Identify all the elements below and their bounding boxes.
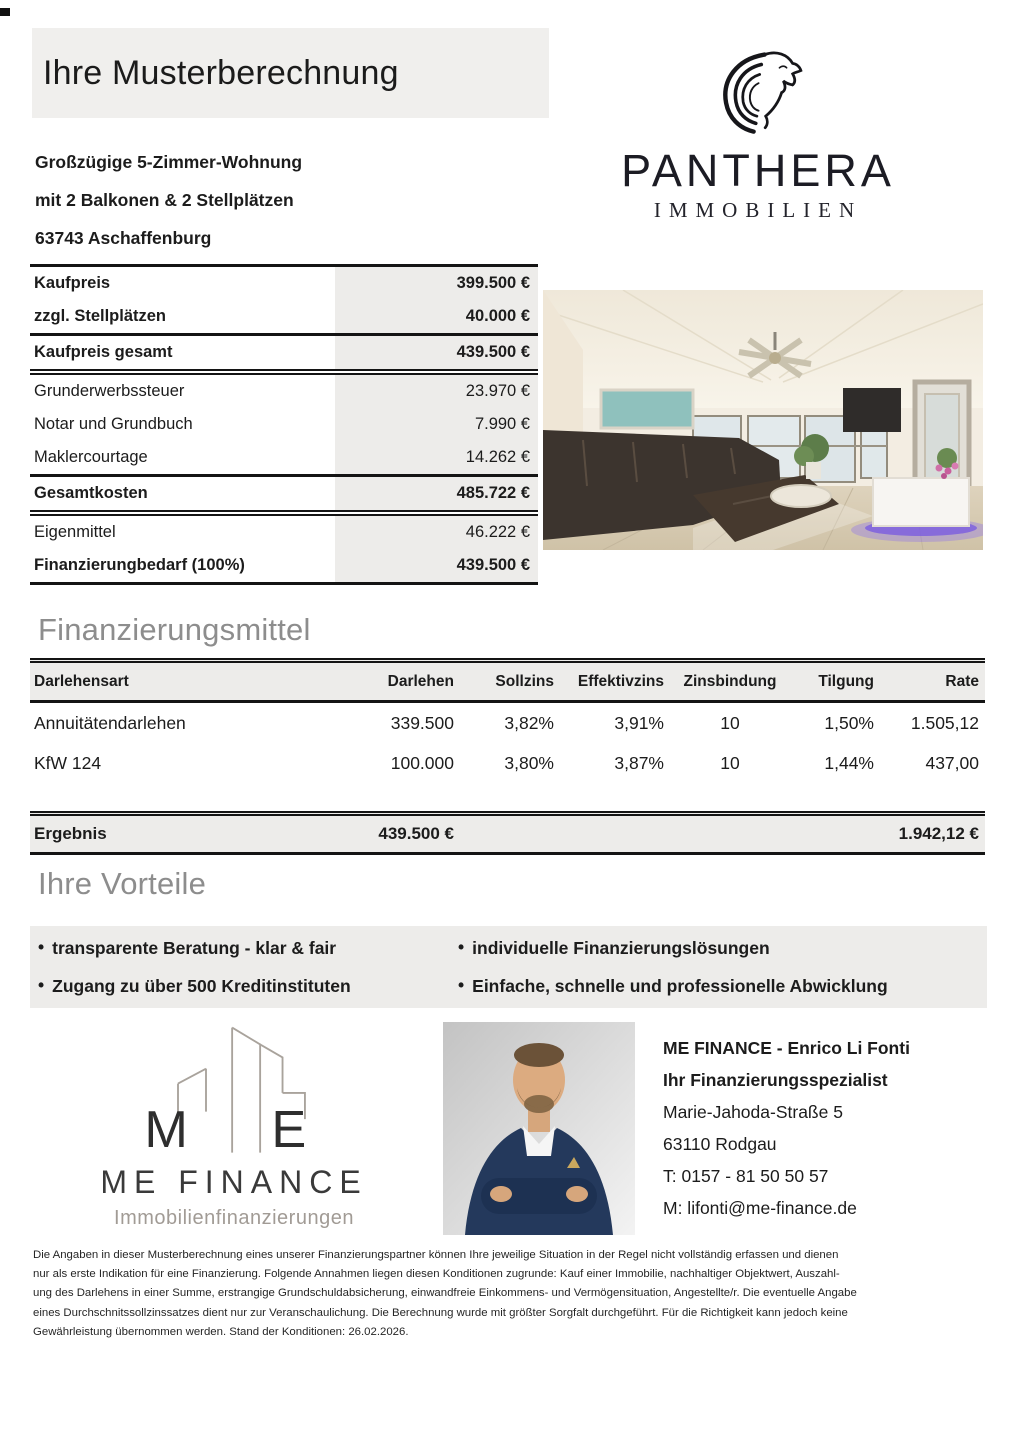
row-value: 439.500 €: [335, 549, 538, 582]
skyline-monogram-icon: [109, 1022, 359, 1162]
cell: 339.500: [390, 712, 454, 733]
disclaimer-line: Die Angaben in dieser Musterberechnung eines unserer Finanzierungspartner können Ihre jeweilige Situation in der Regel nicht vollständig erfassen und dienen: [33, 1249, 839, 1261]
row-value: 439.500 €: [335, 336, 538, 369]
benefits-section-heading: Ihre Vorteile: [38, 866, 207, 901]
financing-section-heading: Finanzierungsmittel: [38, 612, 311, 647]
contact-name: ME FINANCE - Enrico Li Fonti: [663, 1038, 910, 1058]
financing-result-row: [30, 811, 985, 855]
row-label: Maklercourtage: [34, 448, 148, 466]
me-finance-logo: [78, 1022, 390, 1230]
contact-street: Marie-Jahoda-Straße 5: [663, 1102, 843, 1122]
row-label: Kaufpreis: [34, 274, 111, 292]
cell: 1,50%: [824, 712, 874, 733]
table-row: [30, 336, 538, 375]
benefits-list: [30, 926, 987, 1008]
cell: Annuitätendarlehen: [34, 712, 186, 733]
table-row: [30, 300, 538, 336]
panthera-brand: [608, 36, 908, 223]
disclaimer-line: nur als erste Indikation für eine Finanzierung. Folgende Annahmen liegen diesen Konditionen zugrunde: Kauf einer Immobilie, nachhaltiger Objektwert, Auszahl-: [33, 1268, 840, 1281]
contact-phone: T: 0157 - 81 50 50 57: [663, 1166, 829, 1186]
bullet-icon: •: [458, 936, 465, 957]
row-value: 399.500 €: [335, 267, 538, 300]
living-room-photo: [543, 290, 983, 550]
benefit-item: [38, 976, 458, 997]
row-value: 40.000 €: [335, 300, 538, 333]
contact-email: M: lifonti@me-finance.de: [663, 1198, 857, 1218]
property-description: [35, 143, 455, 257]
table-row: [30, 743, 985, 783]
disclaimer-line: Gewährleistung übernommen werden. Stand der Konditionen: 26.02.2026.: [33, 1325, 409, 1338]
cell: 3,80%: [504, 752, 554, 773]
row-value: 485.722 €: [335, 477, 538, 510]
bullet-icon: •: [458, 974, 465, 995]
property-line-3: 63743 Aschaffenburg: [35, 228, 212, 248]
table-row: [30, 375, 538, 408]
cell: 100.000: [390, 752, 454, 773]
col-header: Zinsbindung: [683, 672, 777, 690]
benefit-item: [458, 976, 987, 997]
disclaimer-line: ung des Darlehens in einer Summe, erstrangige Grundschuldabsicherung, einwandfreie Einkommens- und Vermögensituation, Angestellte/r. Die eventuelle Angabe: [33, 1287, 857, 1300]
cell: 10: [720, 712, 740, 733]
result-label: Ergebnis: [34, 824, 107, 843]
col-header: Rate: [945, 672, 979, 690]
contact-block: [663, 1032, 993, 1224]
cell: 1.505,12: [910, 712, 979, 733]
result-rate: 1.942,12 €: [898, 824, 979, 843]
disclaimer-text: [33, 1246, 903, 1342]
table-row: [30, 549, 538, 585]
cell: 3,91%: [614, 712, 664, 733]
row-label: zzgl. Stellplätzen: [34, 307, 167, 325]
col-header: Tilgung: [818, 672, 874, 690]
benefit-text: individuelle Finanzierungslösungen: [472, 937, 770, 958]
benefit-item: [458, 938, 987, 959]
brand-subtitle: IMMOBILIEN: [653, 198, 863, 222]
property-line-2: mit 2 Balkonen & 2 Stellplätzen: [35, 190, 294, 210]
row-value: 46.222 €: [335, 516, 538, 549]
contact-role: Ihr Finanzierungsspezialist: [663, 1070, 888, 1090]
col-header: Darlehen: [387, 672, 454, 690]
wall-picture: [601, 390, 693, 428]
bullet-icon: •: [38, 936, 45, 957]
partner-subtitle: Immobilienfinanzierungen: [114, 1207, 354, 1229]
result-sum: 439.500 €: [378, 824, 454, 843]
row-label: Eigenmittel: [34, 523, 116, 541]
cost-table: [30, 264, 538, 585]
property-line-1: Großzügige 5-Zimmer-Wohnung: [35, 152, 303, 172]
partner-name: ME FINANCE: [100, 1164, 368, 1200]
benefit-text: Zugang zu über 500 Kreditinstituten: [52, 975, 351, 996]
financing-table-header: [30, 658, 985, 703]
col-header: Darlehensart: [34, 672, 129, 690]
table-row: [30, 408, 538, 441]
row-label: Kaufpreis gesamt: [34, 343, 173, 361]
brand-name: PANTHERA: [621, 145, 895, 196]
row-value: 14.262 €: [335, 441, 538, 474]
table-spacer: [30, 783, 985, 811]
page-corner-mark: [0, 8, 10, 16]
monogram-m: M: [144, 1101, 188, 1160]
col-header: Effektivzins: [577, 672, 664, 690]
title-banner: [32, 28, 549, 118]
cell: 1,44%: [824, 752, 874, 773]
row-value: 23.970 €: [335, 375, 538, 408]
page-title: Ihre Musterberechnung: [43, 53, 399, 92]
cell: 10: [720, 752, 740, 773]
disclaimer-line: eines Durchschnitssollzinssatzes dient nur zur Veranschaulichung. Die Berechnung wurde mit größter Sorgfalt durchgeführt. Für die Richtigkeit kann jedoch keine: [33, 1306, 848, 1319]
row-value: 7.990 €: [335, 408, 538, 441]
cell: 3,87%: [614, 752, 664, 773]
table-row: [30, 477, 538, 516]
table-row: [30, 441, 538, 477]
benefit-item: [38, 938, 458, 959]
advisor-portrait-photo: [443, 1022, 635, 1235]
row-label: Notar und Grundbuch: [34, 415, 193, 433]
benefit-text: transparente Beratung - klar & fair: [52, 937, 337, 958]
table-row: [30, 516, 538, 549]
cell: 437,00: [925, 752, 979, 773]
row-label: Grunderwerbssteuer: [34, 382, 185, 400]
table-row: [30, 267, 538, 300]
col-header: Sollzins: [495, 672, 554, 690]
monogram-e: E: [271, 1101, 307, 1160]
bullet-icon: •: [38, 974, 45, 995]
benefit-text: Einfache, schnelle und professionelle Abwicklung: [472, 975, 888, 996]
tv-screen: [843, 388, 901, 432]
row-label: Gesamtkosten: [34, 484, 148, 502]
cell: KfW 124: [34, 752, 102, 773]
financing-table: [30, 658, 985, 855]
coffee-table: [771, 485, 831, 507]
lion-icon: [703, 36, 813, 148]
cell: 3,82%: [504, 712, 554, 733]
table-row: [30, 703, 985, 743]
row-label: Finanzierungbedarf (100%): [34, 556, 245, 574]
contact-city: 63110 Rodgau: [663, 1134, 777, 1154]
